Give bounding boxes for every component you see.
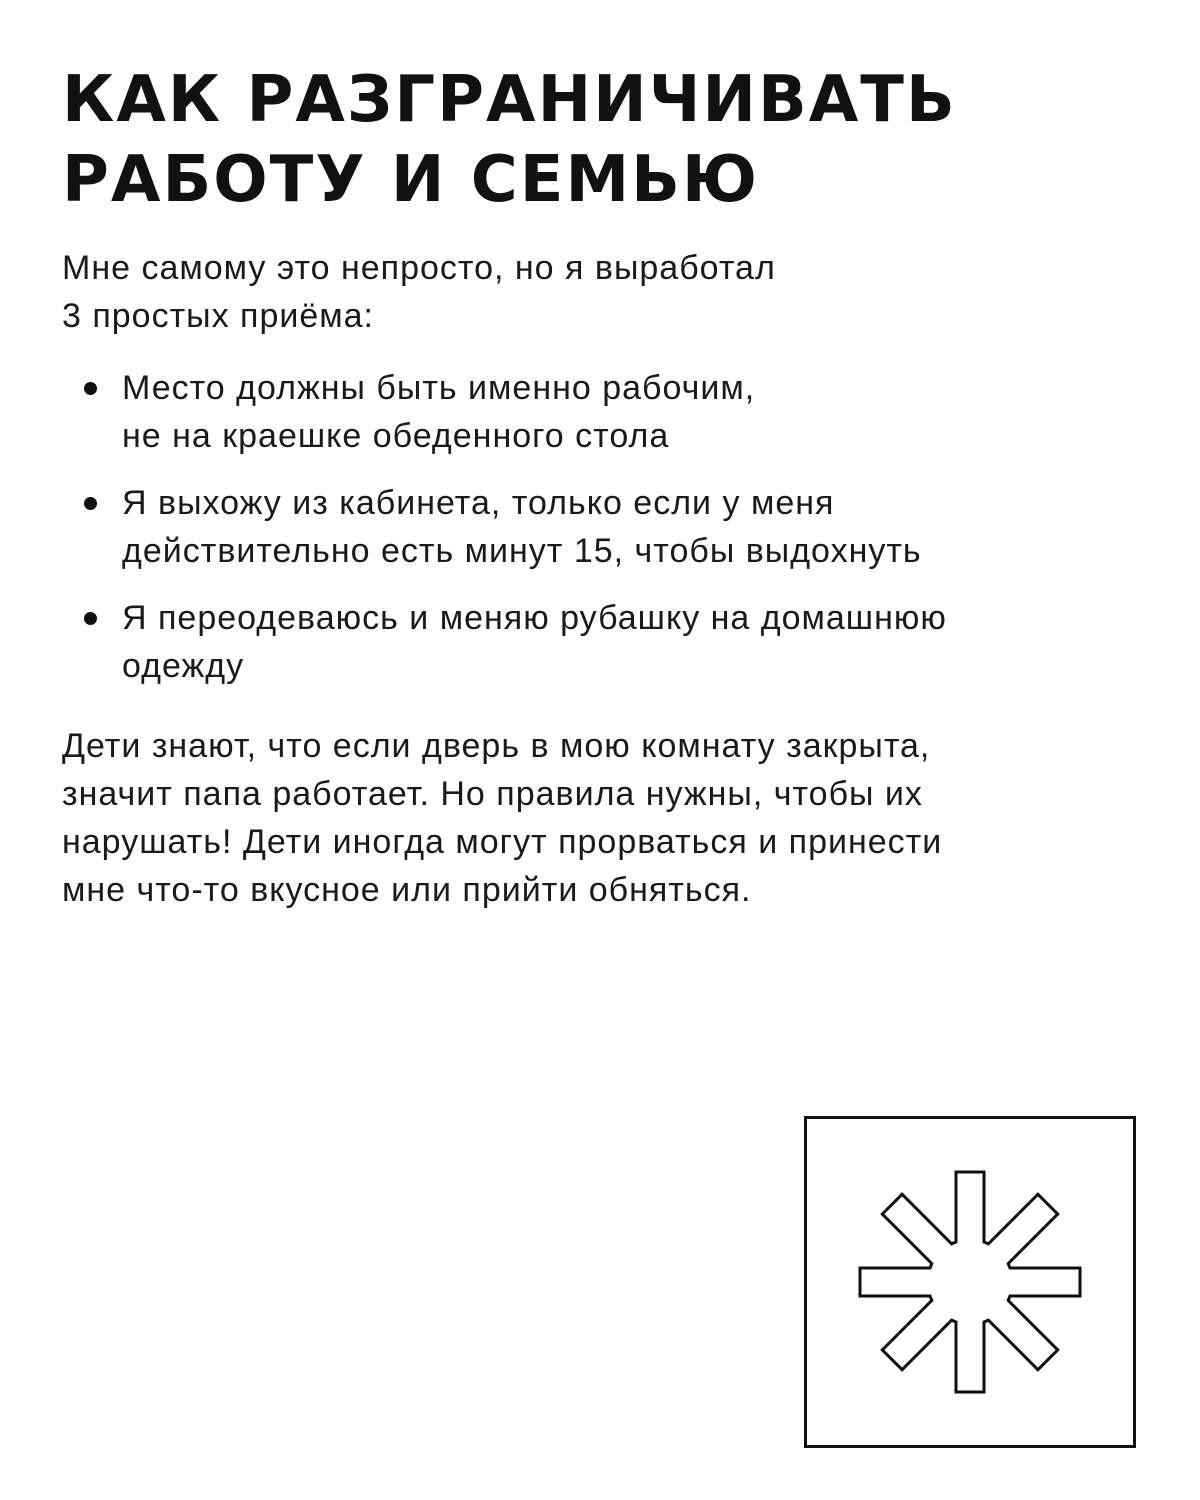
logo-frame	[804, 1116, 1136, 1448]
outro-paragraph	[62, 722, 1142, 914]
outro-line-1: Дети знают, что если дверь в мою комнату закрыта,	[62, 727, 931, 765]
intro-paragraph	[62, 244, 1142, 340]
intro-line-1: Мне самому это непросто, но я выработал	[62, 249, 776, 287]
list-item	[62, 594, 1142, 690]
list-item	[62, 364, 1142, 460]
tip-line: Я выхожу из кабинета, только если у меня	[122, 484, 835, 522]
list-item	[62, 479, 1142, 575]
outro-line-2: значит папа работает. Но правила нужны, чтобы их	[62, 775, 923, 813]
tip-line: Я переодеваюсь и меняю рубашку на домашнюю	[122, 599, 947, 637]
asterisk-logo-icon	[807, 1119, 1133, 1445]
asterisk-outline	[860, 1172, 1080, 1392]
bullet-dot-icon	[84, 382, 97, 395]
outro-line-3: нарушать! Дети иногда могут прорваться и принести	[62, 823, 943, 861]
tip-line: действительно есть минут 15, чтобы выдохнуть	[122, 532, 922, 570]
tip-line: не на краешке обеденного стола	[122, 417, 670, 455]
outro-line-4: мне что-то вкусное или прийти обняться.	[62, 871, 752, 909]
bullet-dot-icon	[84, 497, 97, 510]
bullet-dot-icon	[84, 612, 97, 625]
title-line-1: КАК РАЗГРАНИЧИВАТЬ	[62, 63, 957, 137]
page-title	[62, 60, 1142, 220]
intro-line-2: 3 простых приёма:	[62, 297, 374, 335]
tip-line: одежду	[122, 647, 245, 685]
tips-list	[62, 364, 1142, 709]
tip-line: Место должны быть именно рабочим,	[122, 369, 756, 407]
title-line-2: РАБОТУ И СЕМЬЮ	[62, 143, 760, 217]
